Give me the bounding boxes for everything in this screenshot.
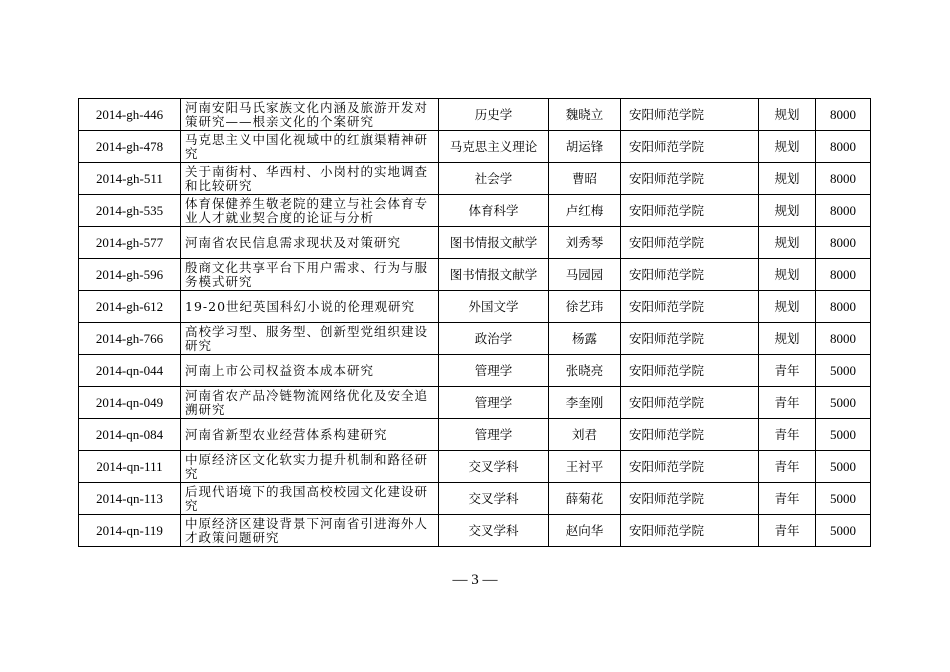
project-type-cell: 规划: [759, 163, 816, 195]
subject-cell: 体育科学: [439, 195, 549, 227]
project-type-cell: 青年: [759, 387, 816, 419]
person-in-charge-cell: 赵向华: [549, 515, 621, 547]
subject-cell: 社会学: [439, 163, 549, 195]
project-type-cell: 规划: [759, 227, 816, 259]
person-in-charge-cell: 刘秀琴: [549, 227, 621, 259]
project-title-cell: 19-20世纪英国科幻小说的伦理观研究: [181, 291, 439, 323]
project-code-cell: 2014-gh-766: [79, 323, 181, 355]
unit-cell: 安阳师范学院: [621, 163, 759, 195]
project-title-cell: 河南上市公司权益资本成本研究: [181, 355, 439, 387]
table-row: [79, 227, 871, 259]
person-in-charge-cell: 刘君: [549, 419, 621, 451]
unit-cell: 安阳师范学院: [621, 355, 759, 387]
person-in-charge-cell: 张晓亮: [549, 355, 621, 387]
subject-cell: 交叉学科: [439, 515, 549, 547]
funding-amount-cell: 8000: [816, 163, 871, 195]
unit-cell: 安阳师范学院: [621, 451, 759, 483]
project-code-cell: 2014-qn-084: [79, 419, 181, 451]
project-title-cell: 河南省新型农业经营体系构建研究: [181, 419, 439, 451]
person-in-charge-cell: 王衬平: [549, 451, 621, 483]
project-code-cell: 2014-gh-535: [79, 195, 181, 227]
project-type-cell: 青年: [759, 451, 816, 483]
project-code-cell: 2014-qn-113: [79, 483, 181, 515]
project-title-cell: 马克思主义中国化视域中的红旗渠精神研究: [181, 131, 439, 163]
project-title-cell: 关于南街村、华西村、小岗村的实地调查和比较研究: [181, 163, 439, 195]
project-type-cell: 规划: [759, 291, 816, 323]
project-table: [78, 98, 871, 547]
funding-amount-cell: 8000: [816, 99, 871, 131]
table-row: [79, 195, 871, 227]
project-code-cell: 2014-gh-596: [79, 259, 181, 291]
unit-cell: 安阳师范学院: [621, 259, 759, 291]
project-code-cell: 2014-gh-478: [79, 131, 181, 163]
project-code-cell: 2014-gh-612: [79, 291, 181, 323]
unit-cell: 安阳师范学院: [621, 131, 759, 163]
project-type-cell: 规划: [759, 323, 816, 355]
unit-cell: 安阳师范学院: [621, 227, 759, 259]
table-row: [79, 99, 871, 131]
project-type-cell: 规划: [759, 259, 816, 291]
project-code-cell: 2014-gh-577: [79, 227, 181, 259]
project-title-cell: 河南省农产品冷链物流网络优化及安全追溯研究: [181, 387, 439, 419]
funding-amount-cell: 8000: [816, 259, 871, 291]
funding-amount-cell: 8000: [816, 291, 871, 323]
unit-cell: 安阳师范学院: [621, 483, 759, 515]
unit-cell: 安阳师范学院: [621, 195, 759, 227]
subject-cell: 外国文学: [439, 291, 549, 323]
project-code-cell: 2014-qn-044: [79, 355, 181, 387]
project-code-cell: 2014-qn-049: [79, 387, 181, 419]
project-code-cell: 2014-gh-511: [79, 163, 181, 195]
funding-amount-cell: 8000: [816, 131, 871, 163]
project-type-cell: 青年: [759, 483, 816, 515]
table-body: [79, 99, 871, 547]
funding-amount-cell: 8000: [816, 227, 871, 259]
project-type-cell: 规划: [759, 131, 816, 163]
subject-cell: 图书情报文献学: [439, 227, 549, 259]
project-title-cell: 殷商文化共享平台下用户需求、行为与服务模式研究: [181, 259, 439, 291]
project-type-cell: 青年: [759, 515, 816, 547]
person-in-charge-cell: 李奎刚: [549, 387, 621, 419]
funding-amount-cell: 5000: [816, 387, 871, 419]
subject-cell: 历史学: [439, 99, 549, 131]
project-title-cell: 河南安阳马氏家族文化内涵及旅游开发对策研究——根亲文化的个案研究: [181, 99, 439, 131]
person-in-charge-cell: 魏晓立: [549, 99, 621, 131]
table-row: [79, 131, 871, 163]
person-in-charge-cell: 薛菊花: [549, 483, 621, 515]
unit-cell: 安阳师范学院: [621, 515, 759, 547]
subject-cell: 管理学: [439, 355, 549, 387]
funding-amount-cell: 5000: [816, 355, 871, 387]
funding-amount-cell: 8000: [816, 323, 871, 355]
project-code-cell: 2014-qn-119: [79, 515, 181, 547]
unit-cell: 安阳师范学院: [621, 419, 759, 451]
person-in-charge-cell: 马园园: [549, 259, 621, 291]
project-title-cell: 中原经济区建设背景下河南省引进海外人才政策问题研究: [181, 515, 439, 547]
table-row: [79, 323, 871, 355]
project-code-cell: 2014-gh-446: [79, 99, 181, 131]
project-type-cell: 青年: [759, 419, 816, 451]
project-type-cell: 青年: [759, 355, 816, 387]
project-title-cell: 高校学习型、服务型、创新型党组织建设研究: [181, 323, 439, 355]
person-in-charge-cell: 卢红梅: [549, 195, 621, 227]
funding-amount-cell: 5000: [816, 515, 871, 547]
subject-cell: 交叉学科: [439, 483, 549, 515]
person-in-charge-cell: 胡运锋: [549, 131, 621, 163]
subject-cell: 图书情报文献学: [439, 259, 549, 291]
table-row: [79, 163, 871, 195]
project-title-cell: 中原经济区文化软实力提升机制和路径研究: [181, 451, 439, 483]
project-title-cell: 体育保健养生敬老院的建立与社会体育专业人才就业契合度的论证与分析: [181, 195, 439, 227]
project-title-cell: 后现代语境下的我国高校校园文化建设研究: [181, 483, 439, 515]
table-row: [79, 451, 871, 483]
table-row: [79, 419, 871, 451]
project-type-cell: 规划: [759, 99, 816, 131]
project-type-cell: 规划: [759, 195, 816, 227]
unit-cell: 安阳师范学院: [621, 323, 759, 355]
table-row: [79, 291, 871, 323]
unit-cell: 安阳师范学院: [621, 99, 759, 131]
subject-cell: 管理学: [439, 419, 549, 451]
table-row: [79, 259, 871, 291]
funding-amount-cell: 5000: [816, 451, 871, 483]
person-in-charge-cell: 徐艺玮: [549, 291, 621, 323]
funding-amount-cell: 5000: [816, 419, 871, 451]
subject-cell: 政治学: [439, 323, 549, 355]
table-row: [79, 355, 871, 387]
subject-cell: 管理学: [439, 387, 549, 419]
funding-amount-cell: 5000: [816, 483, 871, 515]
person-in-charge-cell: 曹昭: [549, 163, 621, 195]
unit-cell: 安阳师范学院: [621, 387, 759, 419]
funding-amount-cell: 8000: [816, 195, 871, 227]
table-row: [79, 387, 871, 419]
project-title-cell: 河南省农民信息需求现状及对策研究: [181, 227, 439, 259]
person-in-charge-cell: 杨露: [549, 323, 621, 355]
unit-cell: 安阳师范学院: [621, 291, 759, 323]
table-row: [79, 483, 871, 515]
table-row: [79, 515, 871, 547]
project-table-container: [78, 98, 870, 547]
page-number: — 3 —: [452, 572, 498, 588]
project-code-cell: 2014-qn-111: [79, 451, 181, 483]
subject-cell: 马克思主义理论: [439, 131, 549, 163]
subject-cell: 交叉学科: [439, 451, 549, 483]
